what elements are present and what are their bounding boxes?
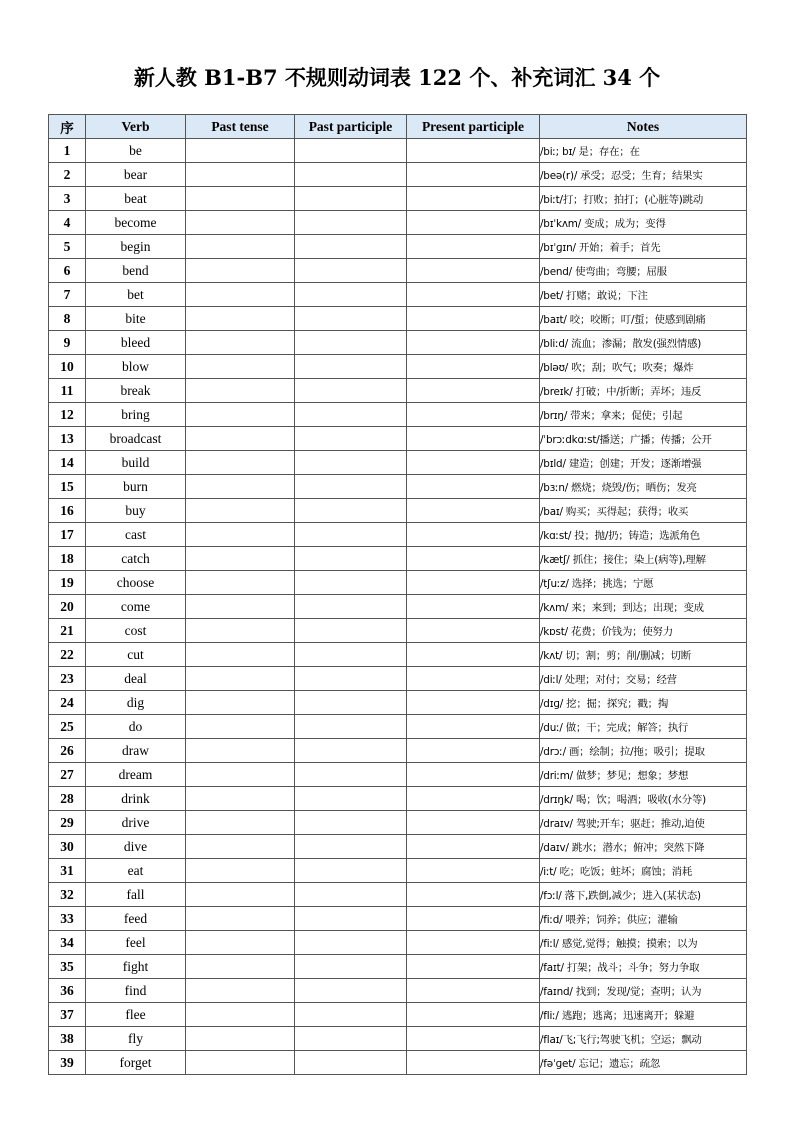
table-row	[49, 763, 747, 787]
notes-cell: /faɪt/ 打架；战斗；斗争；努力争取	[540, 955, 747, 979]
past-tense-cell[interactable]	[186, 595, 295, 619]
past-tense-cell[interactable]	[186, 403, 295, 427]
present-participle-cell[interactable]	[407, 547, 540, 571]
verb-cell: fly	[86, 1027, 186, 1051]
table-row	[49, 523, 747, 547]
verb-cell: find	[86, 979, 186, 1003]
present-participle-cell[interactable]	[407, 955, 540, 979]
notes-cell: /biː; bɪ/ 是；存在；在	[540, 139, 747, 163]
present-participle-cell[interactable]	[407, 307, 540, 331]
past-tense-cell[interactable]	[186, 835, 295, 859]
notes-cell: /drɪŋk/ 喝；饮；喝酒；吸收(水分等)	[540, 787, 747, 811]
past-participle-cell[interactable]	[295, 235, 407, 259]
row-index-cell: 4	[49, 211, 86, 235]
verb-cell: build	[86, 451, 186, 475]
row-index-cell: 10	[49, 355, 86, 379]
header-index: 序	[49, 115, 86, 139]
present-participle-cell[interactable]	[407, 1003, 540, 1027]
row-index-cell: 19	[49, 571, 86, 595]
present-participle-cell[interactable]	[407, 739, 540, 763]
past-tense-cell[interactable]	[186, 235, 295, 259]
verb-cell: begin	[86, 235, 186, 259]
past-tense-cell[interactable]	[186, 691, 295, 715]
table-row	[49, 859, 747, 883]
present-participle-cell[interactable]	[407, 787, 540, 811]
verb-cell: come	[86, 595, 186, 619]
present-participle-cell[interactable]	[407, 523, 540, 547]
row-index-cell: 24	[49, 691, 86, 715]
present-participle-cell[interactable]	[407, 355, 540, 379]
past-tense-cell[interactable]	[186, 163, 295, 187]
past-tense-cell[interactable]	[186, 739, 295, 763]
verb-cell: become	[86, 211, 186, 235]
present-participle-cell[interactable]	[407, 667, 540, 691]
table-row	[49, 163, 747, 187]
table-row	[49, 619, 747, 643]
notes-cell: /bɪˈkʌm/ 变成；成为；变得	[540, 211, 747, 235]
row-index-cell: 35	[49, 955, 86, 979]
past-participle-cell[interactable]	[295, 547, 407, 571]
present-participle-cell[interactable]	[407, 907, 540, 931]
row-index-cell: 30	[49, 835, 86, 859]
past-participle-cell[interactable]	[295, 739, 407, 763]
present-participle-cell[interactable]	[407, 1051, 540, 1075]
verb-cell: cost	[86, 619, 186, 643]
past-participle-cell[interactable]	[295, 955, 407, 979]
verb-cell: bend	[86, 259, 186, 283]
notes-cell: /fəˈɡet/ 忘记；遗忘；疏忽	[540, 1051, 747, 1075]
past-participle-cell[interactable]	[295, 331, 407, 355]
verb-cell: cast	[86, 523, 186, 547]
table-row	[49, 307, 747, 331]
table-row	[49, 595, 747, 619]
row-index-cell: 8	[49, 307, 86, 331]
past-participle-cell[interactable]	[295, 379, 407, 403]
notes-cell: /kætʃ/ 抓住；接住；染上(病等),理解	[540, 547, 747, 571]
notes-cell: /kʌt/ 切；割；剪；削/删减；切断	[540, 643, 747, 667]
notes-cell: /fɔːl/ 落下,跌倒,减少；进入(某状态)	[540, 883, 747, 907]
past-participle-cell[interactable]	[295, 139, 407, 163]
table-row	[49, 979, 747, 1003]
past-tense-cell[interactable]	[186, 499, 295, 523]
verb-cell: fight	[86, 955, 186, 979]
verb-cell: bear	[86, 163, 186, 187]
table-row	[49, 715, 747, 739]
past-participle-cell[interactable]	[295, 499, 407, 523]
past-tense-cell[interactable]	[186, 451, 295, 475]
past-participle-cell[interactable]	[295, 1051, 407, 1075]
past-tense-cell[interactable]	[186, 571, 295, 595]
irregular-verb-table	[48, 114, 747, 1075]
notes-cell: /fliː/ 逃跑；逃离；迅速离开；躲避	[540, 1003, 747, 1027]
present-participle-cell[interactable]	[407, 571, 540, 595]
row-index-cell: 21	[49, 619, 86, 643]
past-tense-cell[interactable]	[186, 859, 295, 883]
verb-cell: drink	[86, 787, 186, 811]
past-participle-cell[interactable]	[295, 283, 407, 307]
present-participle-cell[interactable]	[407, 235, 540, 259]
present-participle-cell[interactable]	[407, 427, 540, 451]
past-tense-cell[interactable]	[186, 379, 295, 403]
past-tense-cell[interactable]	[186, 667, 295, 691]
past-participle-cell[interactable]	[295, 715, 407, 739]
verb-cell: drive	[86, 811, 186, 835]
page-title: 新人教 B1-B7 不规则动词表 122 个、补充词汇 34 个	[133, 65, 661, 90]
table-row	[49, 643, 747, 667]
table-row	[49, 499, 747, 523]
present-participle-cell[interactable]	[407, 763, 540, 787]
verb-cell: cut	[86, 643, 186, 667]
verb-cell: be	[86, 139, 186, 163]
notes-cell: /brɪŋ/ 带来；拿来；促使；引起	[540, 403, 747, 427]
notes-cell: /kɒst/ 花费；价钱为；使努力	[540, 619, 747, 643]
past-participle-cell[interactable]	[295, 451, 407, 475]
table-row	[49, 403, 747, 427]
verb-cell: bring	[86, 403, 186, 427]
present-participle-cell[interactable]	[407, 451, 540, 475]
past-tense-cell[interactable]	[186, 307, 295, 331]
row-index-cell: 16	[49, 499, 86, 523]
past-participle-cell[interactable]	[295, 523, 407, 547]
present-participle-cell[interactable]	[407, 691, 540, 715]
notes-cell: /duː/ 做；干；完成；解答；执行	[540, 715, 747, 739]
past-participle-cell[interactable]	[295, 259, 407, 283]
row-index-cell: 2	[49, 163, 86, 187]
past-participle-cell[interactable]	[295, 211, 407, 235]
table-row	[49, 811, 747, 835]
row-index-cell: 6	[49, 259, 86, 283]
past-tense-cell[interactable]	[186, 1027, 295, 1051]
present-participle-cell[interactable]	[407, 811, 540, 835]
present-participle-cell[interactable]	[407, 283, 540, 307]
row-index-cell: 5	[49, 235, 86, 259]
past-participle-cell[interactable]	[295, 187, 407, 211]
header-present-participle: Present participle	[407, 115, 540, 139]
present-participle-cell[interactable]	[407, 859, 540, 883]
verb-cell: dig	[86, 691, 186, 715]
row-index-cell: 1	[49, 139, 86, 163]
past-participle-cell[interactable]	[295, 787, 407, 811]
notes-cell: /flaɪ/飞;飞行;驾驶飞机；空运；飘动	[540, 1027, 747, 1051]
present-participle-cell[interactable]	[407, 187, 540, 211]
notes-cell: /bet/ 打赌；敢说；下注	[540, 283, 747, 307]
present-participle-cell[interactable]	[407, 715, 540, 739]
past-participle-cell[interactable]	[295, 619, 407, 643]
present-participle-cell[interactable]	[407, 163, 540, 187]
row-index-cell: 37	[49, 1003, 86, 1027]
header-verb: Verb	[86, 115, 186, 139]
verb-cell: break	[86, 379, 186, 403]
row-index-cell: 28	[49, 787, 86, 811]
present-participle-cell[interactable]	[407, 835, 540, 859]
notes-cell: /bləʊ/ 吹；刮；吹气；吹奏；爆炸	[540, 355, 747, 379]
table-row	[49, 787, 747, 811]
row-index-cell: 18	[49, 547, 86, 571]
row-index-cell: 38	[49, 1027, 86, 1051]
present-participle-cell[interactable]	[407, 643, 540, 667]
present-participle-cell[interactable]	[407, 1027, 540, 1051]
past-tense-cell[interactable]	[186, 475, 295, 499]
row-index-cell: 31	[49, 859, 86, 883]
past-participle-cell[interactable]	[295, 931, 407, 955]
past-tense-cell[interactable]	[186, 619, 295, 643]
table-row	[49, 883, 747, 907]
row-index-cell: 17	[49, 523, 86, 547]
past-tense-cell[interactable]	[186, 715, 295, 739]
past-participle-cell[interactable]	[295, 691, 407, 715]
notes-cell: /baɪ/ 购买；买得起；获得；收买	[540, 499, 747, 523]
table-row	[49, 931, 747, 955]
row-index-cell: 25	[49, 715, 86, 739]
table-row	[49, 1003, 747, 1027]
header-past-participle: Past participle	[295, 115, 407, 139]
row-index-cell: 32	[49, 883, 86, 907]
past-tense-cell[interactable]	[186, 187, 295, 211]
row-index-cell: 23	[49, 667, 86, 691]
present-participle-cell[interactable]	[407, 379, 540, 403]
row-index-cell: 11	[49, 379, 86, 403]
notes-cell: /beə(r)/ 承受；忍受；生育；结果实	[540, 163, 747, 187]
notes-cell: /bliːd/ 流血；渗漏；散发(强烈情感)	[540, 331, 747, 355]
notes-cell: /bɪˈɡɪn/ 开始；着手；首先	[540, 235, 747, 259]
present-participle-cell[interactable]	[407, 619, 540, 643]
verb-cell: dive	[86, 835, 186, 859]
present-participle-cell[interactable]	[407, 499, 540, 523]
present-participle-cell[interactable]	[407, 259, 540, 283]
table-row	[49, 187, 747, 211]
past-tense-cell[interactable]	[186, 1051, 295, 1075]
past-participle-cell[interactable]	[295, 427, 407, 451]
past-participle-cell[interactable]	[295, 571, 407, 595]
past-participle-cell[interactable]	[295, 811, 407, 835]
notes-cell: /daɪv/ 跳水；潜水；俯冲；突然下降	[540, 835, 747, 859]
past-participle-cell[interactable]	[295, 835, 407, 859]
verb-cell: do	[86, 715, 186, 739]
past-participle-cell[interactable]	[295, 475, 407, 499]
past-tense-cell[interactable]	[186, 955, 295, 979]
notes-cell: /drɔː/ 画；绘制；拉/拖；吸引；提取	[540, 739, 747, 763]
notes-cell: /bend/ 使弯曲；弯腰；屈服	[540, 259, 747, 283]
row-index-cell: 3	[49, 187, 86, 211]
verb-cell: catch	[86, 547, 186, 571]
past-participle-cell[interactable]	[295, 163, 407, 187]
table-row	[49, 379, 747, 403]
past-participle-cell[interactable]	[295, 1027, 407, 1051]
present-participle-cell[interactable]	[407, 595, 540, 619]
table-row	[49, 427, 747, 451]
past-tense-cell[interactable]	[186, 763, 295, 787]
row-index-cell: 9	[49, 331, 86, 355]
table-row	[49, 139, 747, 163]
verb-cell: forget	[86, 1051, 186, 1075]
row-index-cell: 34	[49, 931, 86, 955]
verb-cell: bite	[86, 307, 186, 331]
notes-cell: /diːl/ 处理；对付；交易；经营	[540, 667, 747, 691]
past-tense-cell[interactable]	[186, 547, 295, 571]
row-index-cell: 27	[49, 763, 86, 787]
past-participle-cell[interactable]	[295, 907, 407, 931]
past-tense-cell[interactable]	[186, 139, 295, 163]
verb-cell: feel	[86, 931, 186, 955]
past-tense-cell[interactable]	[186, 283, 295, 307]
table-row	[49, 691, 747, 715]
row-index-cell: 20	[49, 595, 86, 619]
table-row	[49, 571, 747, 595]
present-participle-cell[interactable]	[407, 883, 540, 907]
present-participle-cell[interactable]	[407, 931, 540, 955]
verb-cell: bet	[86, 283, 186, 307]
past-tense-cell[interactable]	[186, 979, 295, 1003]
notes-cell: /faɪnd/ 找到；发现/觉；查明；认为	[540, 979, 747, 1003]
past-tense-cell[interactable]	[186, 331, 295, 355]
row-index-cell: 29	[49, 811, 86, 835]
verb-cell: fall	[86, 883, 186, 907]
verb-cell: bleed	[86, 331, 186, 355]
past-participle-cell[interactable]	[295, 979, 407, 1003]
table-row	[49, 283, 747, 307]
verb-cell: draw	[86, 739, 186, 763]
past-participle-cell[interactable]	[295, 883, 407, 907]
past-tense-cell[interactable]	[186, 883, 295, 907]
row-index-cell: 14	[49, 451, 86, 475]
notes-cell: /kɑːst/ 投；抛/扔；铸造；选派角色	[540, 523, 747, 547]
notes-cell: /draɪv/ 驾驶;开车；驱赶；推动,迫使	[540, 811, 747, 835]
table-row	[49, 1051, 747, 1075]
past-tense-cell[interactable]	[186, 355, 295, 379]
past-participle-cell[interactable]	[295, 403, 407, 427]
verb-cell: buy	[86, 499, 186, 523]
verb-cell: eat	[86, 859, 186, 883]
table-row	[49, 235, 747, 259]
present-participle-cell[interactable]	[407, 979, 540, 1003]
verb-cell: deal	[86, 667, 186, 691]
row-index-cell: 39	[49, 1051, 86, 1075]
row-index-cell: 15	[49, 475, 86, 499]
verb-cell: burn	[86, 475, 186, 499]
notes-cell: /driːm/ 做梦；梦见；想象；梦想	[540, 763, 747, 787]
present-participle-cell[interactable]	[407, 211, 540, 235]
notes-cell: /fiːd/ 喂养；饲养；供应；灌输	[540, 907, 747, 931]
row-index-cell: 33	[49, 907, 86, 931]
verb-cell: dream	[86, 763, 186, 787]
table-row	[49, 667, 747, 691]
row-index-cell: 12	[49, 403, 86, 427]
table-row	[49, 907, 747, 931]
table-row	[49, 259, 747, 283]
past-participle-cell[interactable]	[295, 1003, 407, 1027]
row-index-cell: 13	[49, 427, 86, 451]
past-participle-cell[interactable]	[295, 595, 407, 619]
table-row	[49, 835, 747, 859]
notes-cell: /baɪt/ 咬；咬断；叮/蜇；使感到剧痛	[540, 307, 747, 331]
verb-cell: choose	[86, 571, 186, 595]
table-row	[49, 475, 747, 499]
present-participle-cell[interactable]	[407, 403, 540, 427]
table-row	[49, 451, 747, 475]
header-notes: Notes	[540, 115, 747, 139]
past-tense-cell[interactable]	[186, 811, 295, 835]
row-index-cell: 7	[49, 283, 86, 307]
header-past-tense: Past tense	[186, 115, 295, 139]
past-tense-cell[interactable]	[186, 523, 295, 547]
table-row	[49, 1027, 747, 1051]
notes-cell: /breɪk/ 打破；中/折断；弄坏；违反	[540, 379, 747, 403]
table-row	[49, 739, 747, 763]
past-participle-cell[interactable]	[295, 859, 407, 883]
row-index-cell: 22	[49, 643, 86, 667]
past-participle-cell[interactable]	[295, 763, 407, 787]
verb-cell: blow	[86, 355, 186, 379]
notes-cell: /kʌm/ 来；来到；到达；出现；变成	[540, 595, 747, 619]
notes-cell: /dɪɡ/ 挖；掘；探究；戳；掏	[540, 691, 747, 715]
notes-cell: /fiːl/ 感觉,觉得；触摸；摸索；以为	[540, 931, 747, 955]
table-row	[49, 331, 747, 355]
past-tense-cell[interactable]	[186, 427, 295, 451]
notes-cell: /iːt/ 吃；吃饭；蛀坏；腐蚀；消耗	[540, 859, 747, 883]
past-tense-cell[interactable]	[186, 907, 295, 931]
present-participle-cell[interactable]	[407, 475, 540, 499]
past-participle-cell[interactable]	[295, 643, 407, 667]
table-row	[49, 547, 747, 571]
table-row	[49, 355, 747, 379]
past-participle-cell[interactable]	[295, 355, 407, 379]
past-tense-cell[interactable]	[186, 259, 295, 283]
present-participle-cell[interactable]	[407, 331, 540, 355]
notes-cell: /bɜːn/ 燃烧；烧毁/伤；晒伤；发亮	[540, 475, 747, 499]
notes-cell: /biːt/打；打败；拍打；(心脏等)跳动	[540, 187, 747, 211]
row-index-cell: 26	[49, 739, 86, 763]
verb-cell: beat	[86, 187, 186, 211]
past-tense-cell[interactable]	[186, 787, 295, 811]
row-index-cell: 36	[49, 979, 86, 1003]
verb-cell: flee	[86, 1003, 186, 1027]
verb-cell: broadcast	[86, 427, 186, 451]
past-participle-cell[interactable]	[295, 307, 407, 331]
past-participle-cell[interactable]	[295, 667, 407, 691]
notes-cell: /bɪld/ 建造；创建；开发；逐渐增强	[540, 451, 747, 475]
verb-cell: feed	[86, 907, 186, 931]
present-participle-cell[interactable]	[407, 139, 540, 163]
table-row	[49, 955, 747, 979]
past-tense-cell[interactable]	[186, 211, 295, 235]
past-tense-cell[interactable]	[186, 931, 295, 955]
table-header-row	[49, 115, 747, 139]
past-tense-cell[interactable]	[186, 643, 295, 667]
past-tense-cell[interactable]	[186, 1003, 295, 1027]
notes-cell: /tʃuːz/ 选择；挑选；宁愿	[540, 571, 747, 595]
table-row	[49, 211, 747, 235]
notes-cell: /ˈbrɔːdkɑːst/播送；广播；传播；公开	[540, 427, 747, 451]
